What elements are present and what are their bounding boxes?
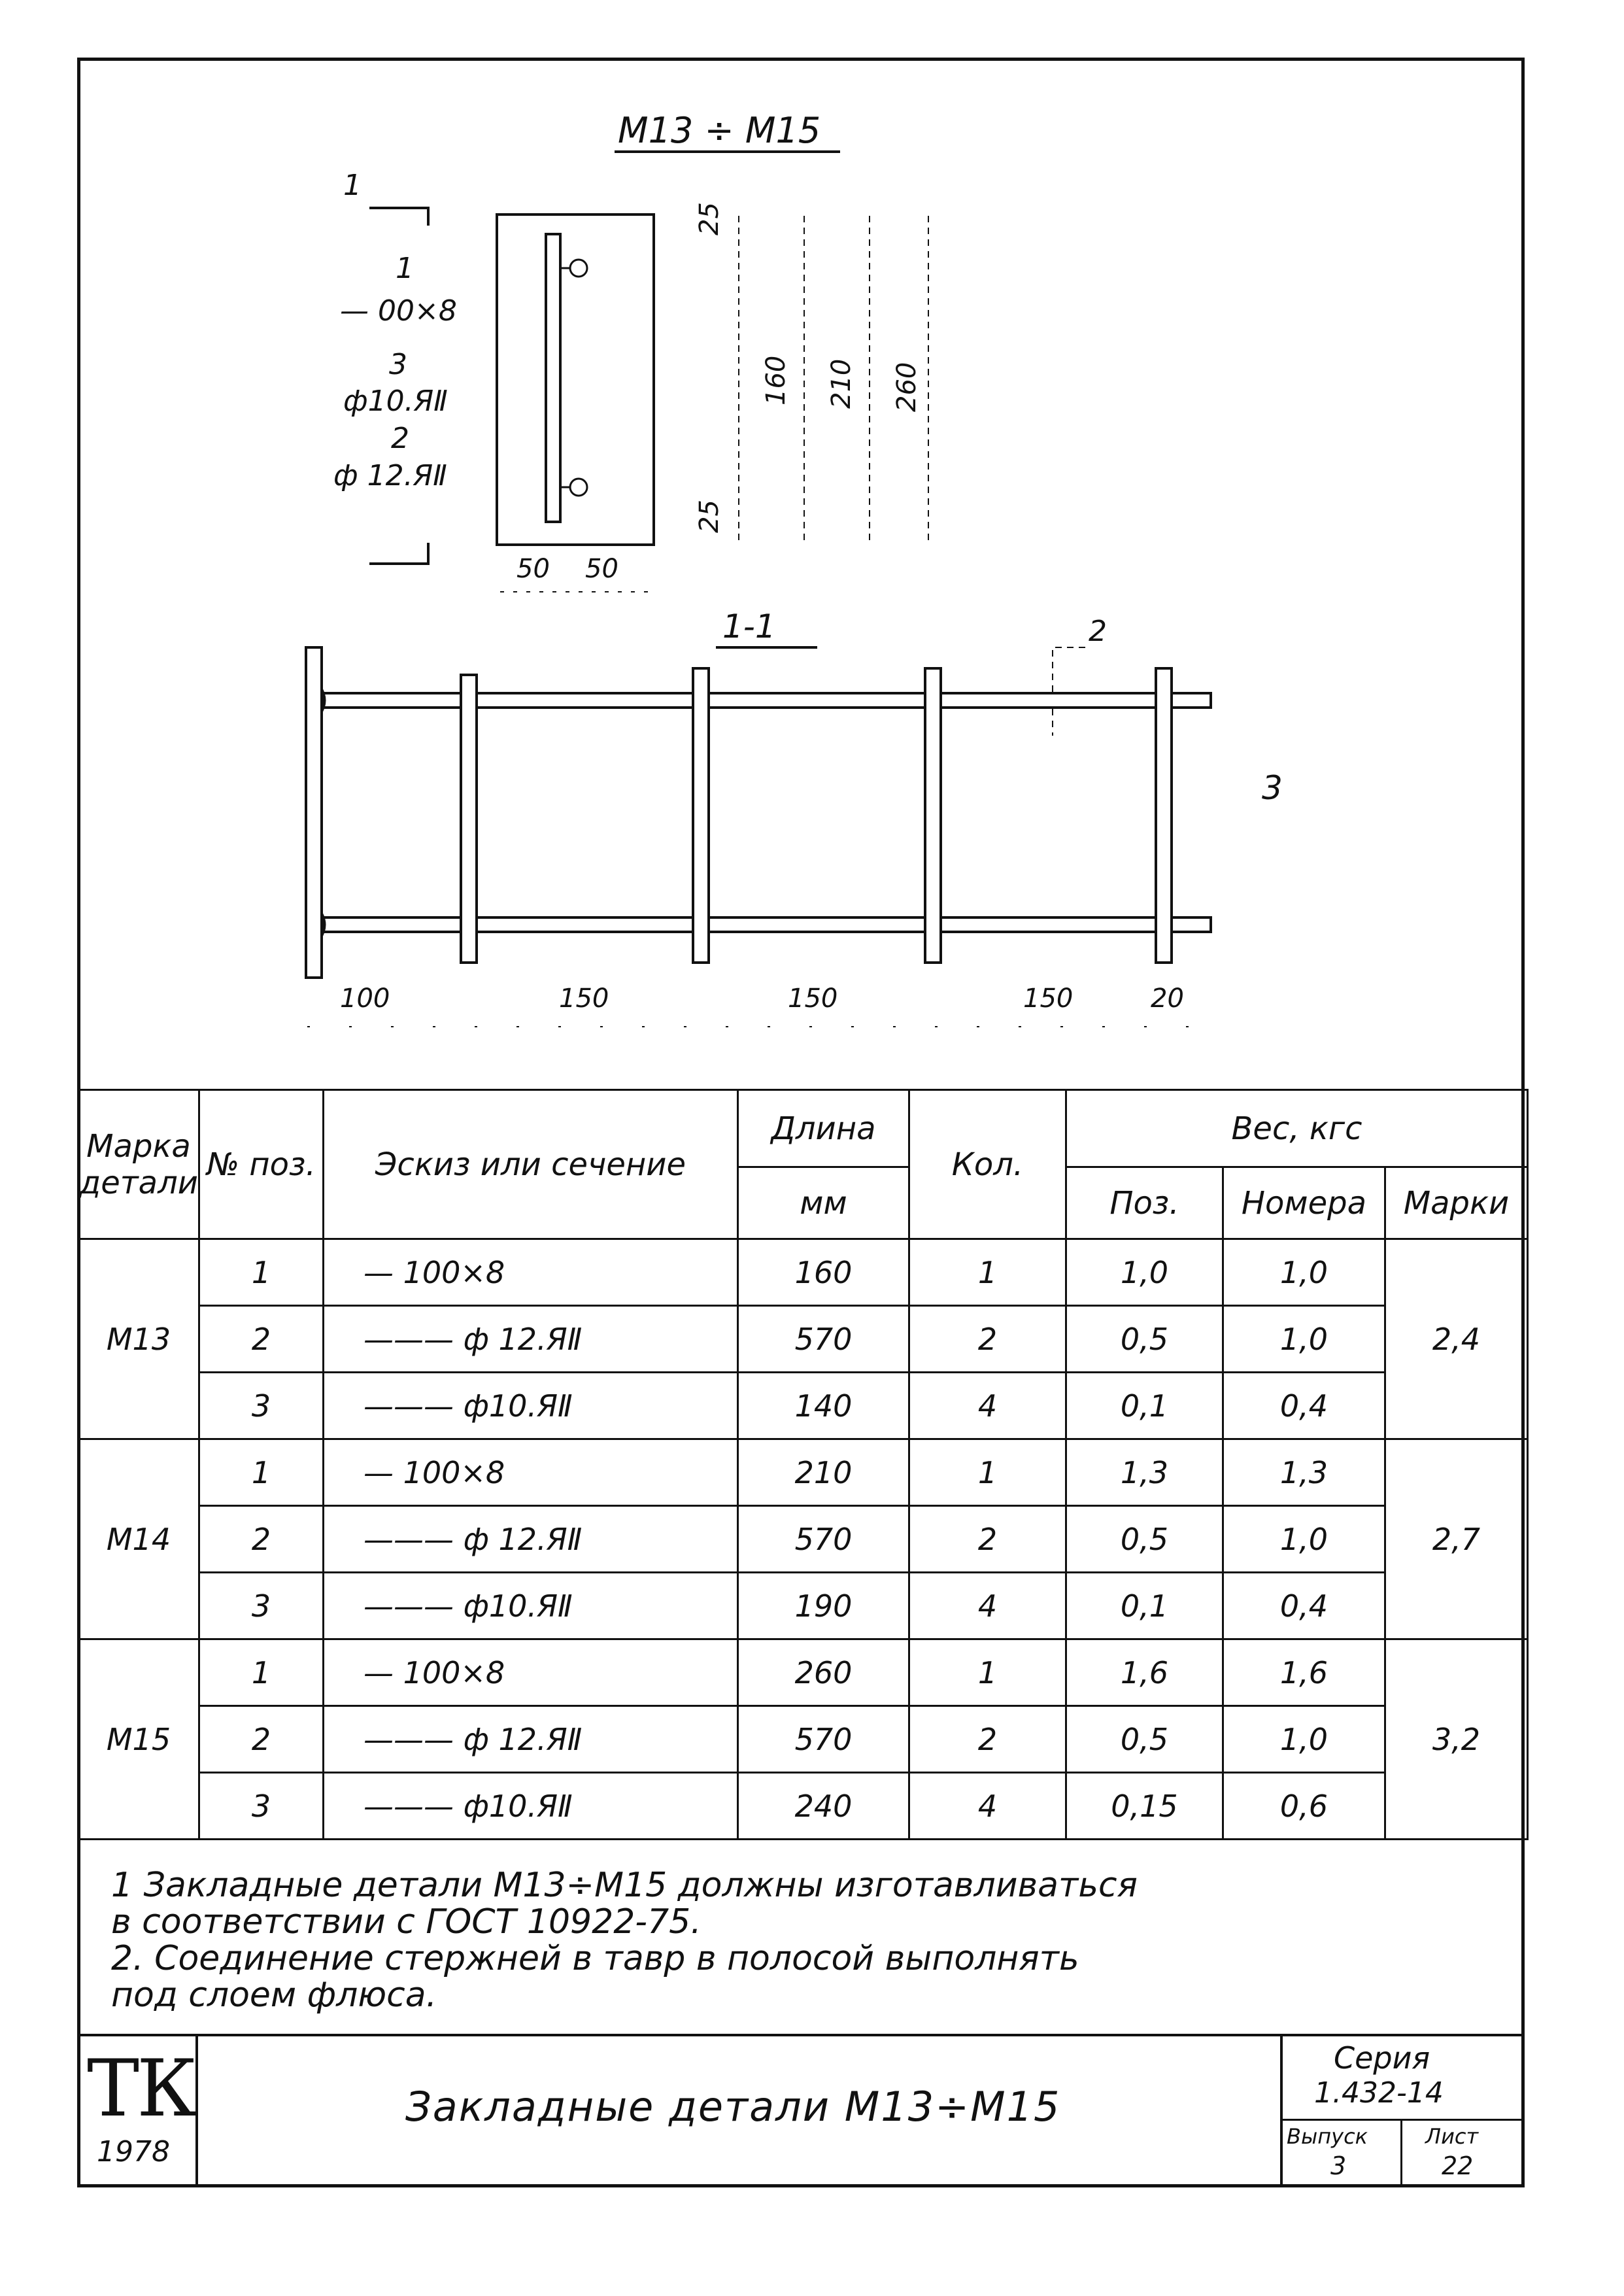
tk-logo: ТК [87, 2044, 195, 2134]
leader-2-line [1053, 647, 1085, 736]
section-arrow-bottom [369, 543, 428, 564]
plate-section [306, 647, 322, 978]
dim-25-top: 25 [694, 202, 724, 235]
qty-cell: 4 [909, 1373, 1066, 1439]
issue-value: 3 [1330, 2151, 1347, 2180]
w-mark-cell: 2,4 [1385, 1239, 1527, 1439]
header-w-mark: Марки [1385, 1167, 1527, 1239]
length-cell: 140 [737, 1373, 909, 1439]
header-mark: Марка детали [78, 1090, 199, 1239]
pos-cell: 1 [199, 1239, 323, 1306]
w-num-cell: 1,6 [1223, 1639, 1385, 1706]
qty-cell: 1 [909, 1239, 1066, 1306]
document-title: Закладные детали М13÷М15 [405, 2083, 1061, 2131]
w-num-cell: 0,4 [1223, 1373, 1385, 1439]
w-mark-cell: 2,7 [1385, 1439, 1527, 1639]
year: 1978 [97, 2135, 170, 2168]
plate-size-label: — 00×8 [340, 294, 457, 328]
qty-cell: 4 [909, 1773, 1066, 1840]
sheet-value: 22 [1442, 2151, 1474, 2180]
note-line: 2. Соединение стержней в тавр в полосой выполнять [111, 1939, 1079, 1979]
header-qty: Кол. [909, 1090, 1066, 1239]
length-cell: 160 [737, 1239, 909, 1306]
section-mark-top: 1 [343, 169, 362, 202]
series-separator [1280, 2119, 1525, 2121]
dim-50-right: 50 [585, 554, 618, 584]
w-num-cell: 1,0 [1223, 1506, 1385, 1573]
header-pos: № поз. [199, 1090, 323, 1239]
plate-pos-label: 1 [396, 252, 414, 285]
note-line: под слоем флюса. [111, 1976, 437, 2015]
dim-50-left: 50 [516, 554, 550, 584]
sketch-cell: ——— ф 12.ЯⅡ [323, 1506, 737, 1573]
spec-table [77, 1089, 1529, 1840]
length-cell: 240 [737, 1773, 909, 1840]
dim-210: 210 [826, 358, 856, 409]
pos-cell: 2 [199, 1506, 323, 1573]
w-num-cell: 1,0 [1223, 1306, 1385, 1373]
w-pos-cell: 1,0 [1066, 1239, 1223, 1306]
header-weight: Вес, кгс [1066, 1090, 1527, 1167]
issue-label: Выпуск [1287, 2124, 1368, 2149]
pos-cell: 2 [199, 1306, 323, 1373]
bar-plan [546, 234, 560, 522]
bar2-pos-label: 2 [391, 422, 409, 455]
w-num-cell: 1,0 [1223, 1706, 1385, 1773]
qty-cell: 2 [909, 1506, 1066, 1573]
note-line: в соответствии с ГОСТ 10922-75. [111, 1902, 702, 1942]
w-pos-cell: 0,1 [1066, 1373, 1223, 1439]
weld-top [570, 260, 587, 277]
dim-260: 260 [892, 362, 922, 412]
section-title: 1-1 [722, 608, 776, 645]
series-number: 1.432-14 [1314, 2076, 1444, 2110]
series-label: Серия [1334, 2040, 1430, 2076]
header-w-num: Номера [1223, 1167, 1385, 1239]
sketch-cell: ——— ф10.ЯⅡ [323, 1773, 737, 1840]
qty-cell: 4 [909, 1573, 1066, 1639]
length-cell: 260 [737, 1639, 909, 1706]
header-sketch: Эскиз или сечение [323, 1090, 737, 1239]
length-cell: 570 [737, 1506, 909, 1573]
bar-pos-label: 3 [389, 348, 407, 381]
notes [111, 1867, 1484, 2014]
long-bar-bottom [322, 917, 1211, 932]
w-pos-cell: 0,5 [1066, 1506, 1223, 1573]
pos-cell: 2 [199, 1706, 323, 1773]
w-pos-cell: 0,1 [1066, 1573, 1223, 1639]
cross-bar-1 [461, 675, 477, 963]
bar2-size-label: ф 12.ЯⅡ [333, 459, 447, 492]
sketch-cell: — 100×8 [323, 1439, 737, 1506]
section-arrow-top [369, 208, 428, 226]
w-num-cell: 1,3 [1223, 1439, 1385, 1506]
mark-cell: М14 [78, 1439, 199, 1639]
pos-cell: 3 [199, 1773, 323, 1840]
weld-bottom [570, 479, 587, 496]
qty-cell: 1 [909, 1639, 1066, 1706]
sketch-cell: ——— ф 12.ЯⅡ [323, 1306, 737, 1373]
dim-20: 20 [1151, 984, 1184, 1014]
sketch-cell: — 100×8 [323, 1639, 737, 1706]
length-cell: 570 [737, 1706, 909, 1773]
cross-bar-3 [925, 668, 941, 963]
drawing-title: М13 ÷ М15 [618, 110, 821, 151]
qty-cell: 2 [909, 1306, 1066, 1373]
dim-150-c: 150 [1023, 984, 1074, 1014]
pos-cell: 3 [199, 1573, 323, 1639]
pos-cell: 3 [199, 1373, 323, 1439]
drawing [0, 0, 1624, 1089]
w-num-cell: 1,0 [1223, 1239, 1385, 1306]
length-cell: 210 [737, 1439, 909, 1506]
qty-cell: 2 [909, 1706, 1066, 1773]
mark-cell: М13 [78, 1239, 199, 1439]
sheet-label: Лист [1425, 2124, 1479, 2149]
dim-25-bottom: 25 [694, 500, 724, 533]
w-pos-cell: 0,15 [1066, 1773, 1223, 1840]
dim-100: 100 [340, 984, 390, 1014]
sketch-cell: ——— ф10.ЯⅡ [323, 1373, 737, 1439]
cross-bar-2 [693, 668, 709, 963]
long-bar-top [322, 693, 1211, 708]
sketch-cell: ——— ф 12.ЯⅡ [323, 1706, 737, 1773]
w-pos-cell: 1,6 [1066, 1639, 1223, 1706]
w-pos-cell: 0,5 [1066, 1306, 1223, 1373]
w-pos-cell: 1,3 [1066, 1439, 1223, 1506]
dim-160: 160 [761, 355, 791, 405]
dim-150-b: 150 [788, 984, 838, 1014]
sketch-cell: ——— ф10.ЯⅡ [323, 1573, 737, 1639]
w-pos-cell: 0,5 [1066, 1706, 1223, 1773]
pos-cell: 1 [199, 1439, 323, 1506]
dim-150-a: 150 [559, 984, 609, 1014]
label-3: 3 [1262, 769, 1283, 807]
cross-bar-4 [1156, 668, 1172, 963]
header-length-unit: мм [737, 1167, 909, 1239]
header-length: Длина [737, 1090, 909, 1167]
note-line: 1 Закладные детали М13÷М15 должны изготавливаться [111, 1866, 1138, 1905]
w-num-cell: 0,4 [1223, 1573, 1385, 1639]
w-num-cell: 0,6 [1223, 1773, 1385, 1840]
qty-cell: 1 [909, 1439, 1066, 1506]
length-cell: 190 [737, 1573, 909, 1639]
header-w-pos: Поз. [1066, 1167, 1223, 1239]
issue-separator [1400, 2119, 1402, 2187]
sketch-cell: — 100×8 [323, 1239, 737, 1306]
pos-cell: 1 [199, 1639, 323, 1706]
w-mark-cell: 3,2 [1385, 1639, 1527, 1840]
leader-2-label: 2 [1089, 615, 1107, 648]
bar-size-label: ф10.ЯⅡ [343, 385, 448, 418]
mark-cell: М15 [78, 1639, 199, 1840]
length-cell: 570 [737, 1306, 909, 1373]
